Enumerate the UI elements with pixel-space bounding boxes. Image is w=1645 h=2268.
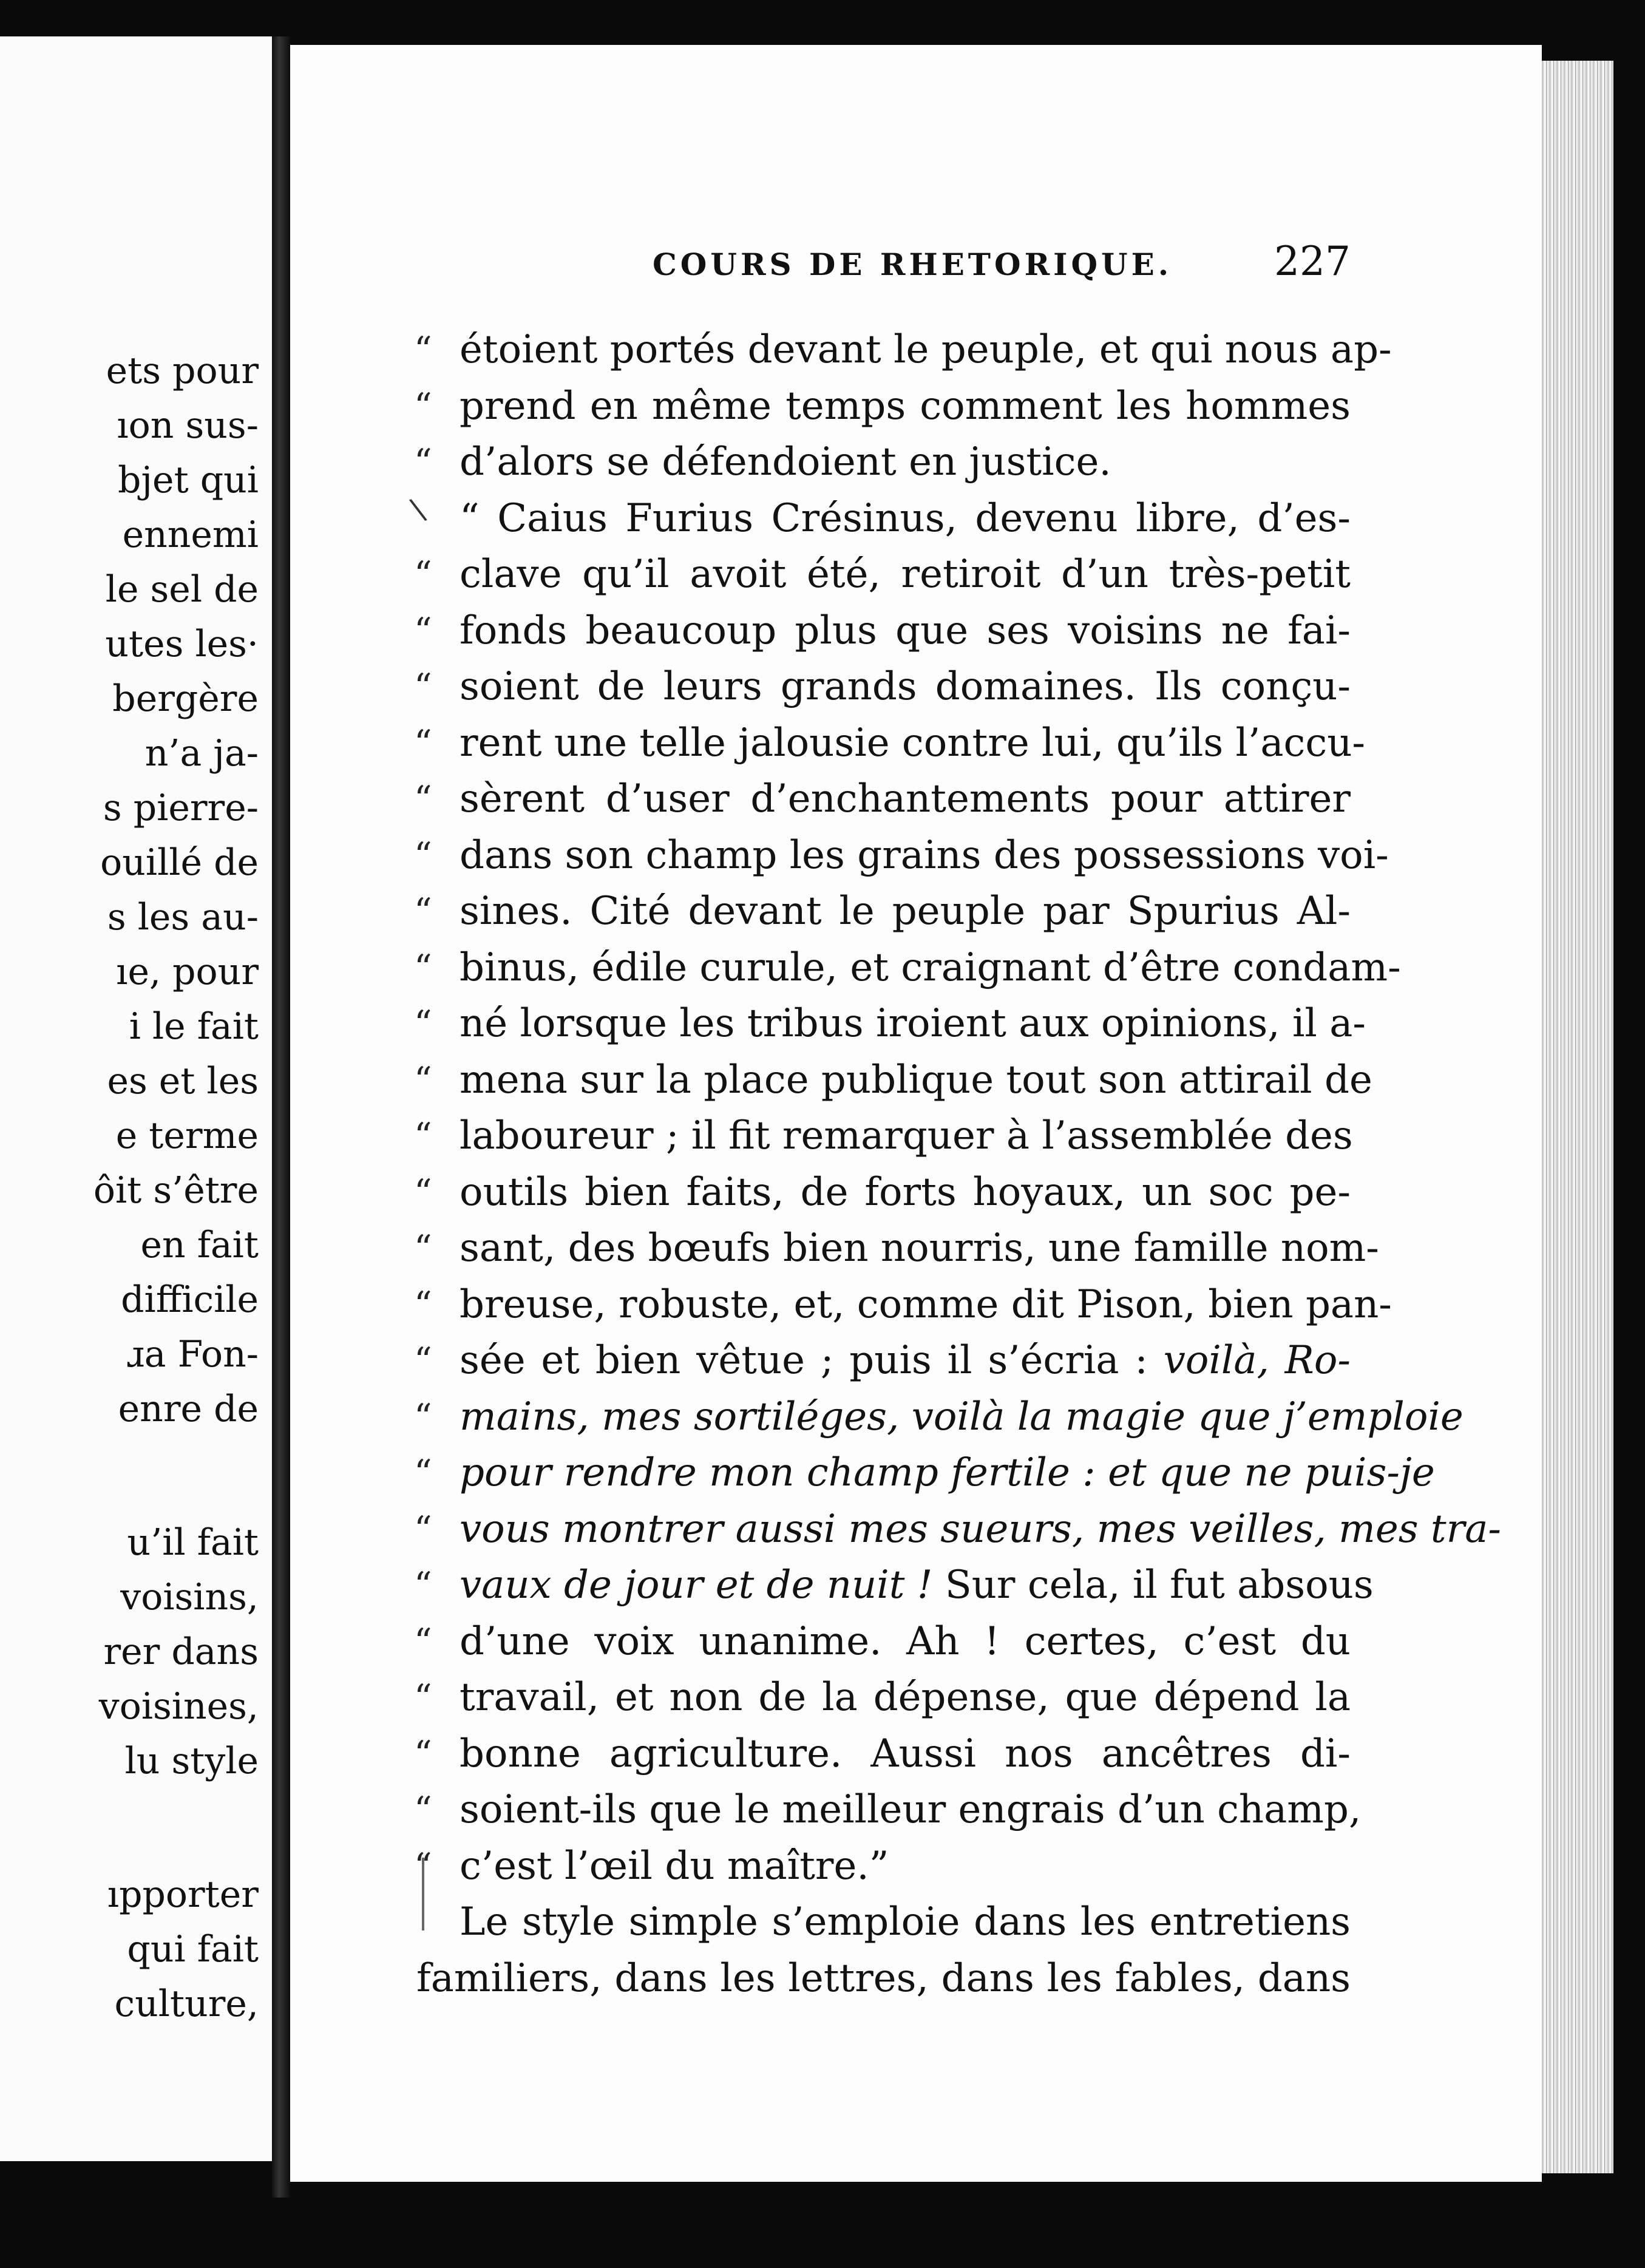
- quote-mark: “: [414, 329, 432, 370]
- left-page-fragment: utes les·: [105, 623, 259, 665]
- quote-mark: “: [414, 610, 432, 651]
- book-gutter: [272, 36, 290, 2198]
- roman-text: dans son champ les grains des possessions voi-: [460, 833, 1389, 878]
- roman-text: sant, des bœufs bien nourris, une famille nom-: [460, 1226, 1379, 1271]
- quote-mark: “: [414, 1284, 432, 1325]
- left-page-fragment: qui fait: [127, 1928, 259, 1971]
- left-page-fragment: ɹa Fon-: [126, 1333, 259, 1376]
- roman-text: travail, et non de la dépense, que dépend la: [460, 1675, 1351, 1720]
- left-page-fragment: n’a ja-: [144, 732, 259, 775]
- quote-mark: “: [414, 1452, 432, 1493]
- italic-text: pour rendre mon champ fertile : et que ne puis-je: [460, 1450, 1435, 1495]
- roman-text: sines. Cité devant le peuple par Spurius Al-: [460, 889, 1351, 934]
- left-page-fragment: le sel de: [105, 568, 259, 611]
- quote-mark: “: [414, 441, 432, 483]
- quote-mark: “: [414, 1227, 432, 1269]
- quote-mark: “: [414, 1509, 432, 1550]
- quote-mark: “: [414, 666, 432, 707]
- roman-text: laboureur ; il fit remarquer à l’assemblée des: [460, 1113, 1353, 1158]
- text-line: [460, 1108, 1351, 1164]
- roman-text: mena sur la place publique tout son attirail de: [460, 1058, 1372, 1102]
- quote-mark: “: [414, 722, 432, 764]
- quote-mark: “: [414, 947, 432, 988]
- left-page-fragment: ouillé de: [100, 841, 259, 884]
- roman-text: sée et bien vêtue ; puis il s’écria :: [460, 1338, 1164, 1383]
- text-line: [460, 603, 1351, 659]
- text-line: [460, 378, 1351, 434]
- roman-text: sèrent d’user d’enchantements pour attirer: [460, 776, 1351, 821]
- quote-mark: “: [414, 835, 432, 876]
- quote-mark: “: [414, 1340, 432, 1381]
- text-line: [460, 1894, 1351, 1950]
- text-line: [460, 1614, 1351, 1669]
- left-page-fragment: voisins,: [120, 1576, 259, 1618]
- left-page-fragment: culture,: [114, 1983, 259, 2025]
- italic-text: vous montrer aussi mes sueurs, mes veilles, mes tra-: [460, 1507, 1501, 1552]
- roman-text: d’une voix unanime. Ah ! certes, c’est du: [460, 1619, 1351, 1664]
- left-page: [0, 36, 272, 2161]
- left-page-fragment: e terme: [115, 1115, 259, 1157]
- roman-text: breuse, robuste, et, comme dit Pison, bien pan-: [460, 1282, 1392, 1327]
- text-line: [460, 1445, 1435, 1501]
- text-line: [460, 1669, 1351, 1725]
- left-page-fragment: ıe, pour: [116, 951, 259, 993]
- left-page-fragment: i le fait: [129, 1005, 259, 1048]
- quote-mark: “: [414, 554, 432, 595]
- quote-mark: “: [414, 1396, 432, 1438]
- left-page-fragment: ıpporter: [107, 1873, 259, 1916]
- left-page-fragment: ôit s’être: [93, 1169, 259, 1212]
- left-page-fragment: en fait: [140, 1224, 259, 1266]
- italic-text: mains, mes sortiléges, voilà la magie que j’emploie: [460, 1394, 1464, 1439]
- text-line: [460, 996, 1366, 1051]
- running-title: COURS DE RHETORIQUE.: [653, 246, 1173, 282]
- left-page-fragment: ıon sus-: [117, 404, 259, 447]
- roman-text: né lorsque les tribus iroient aux opinions, il a-: [460, 1001, 1366, 1046]
- quote-mark: “: [414, 1172, 432, 1213]
- text-line: [460, 771, 1351, 827]
- left-page-fragment: u’il fait: [127, 1521, 259, 1564]
- roman-text: d’alors se défendoient en justice.: [460, 440, 1111, 484]
- quote-mark: “: [414, 1845, 432, 1887]
- roman-text: étoient portés devant le peuple, et qui nous ap-: [460, 327, 1392, 372]
- text-line: [416, 1951, 1351, 2006]
- text-line: [460, 1501, 1501, 1557]
- text-line: [460, 1389, 1464, 1445]
- stray-ink-mark: \: [407, 491, 429, 528]
- text-line: [460, 659, 1351, 715]
- text-line: [460, 322, 1392, 378]
- quote-mark: “: [414, 1003, 432, 1044]
- left-page-fragment: ennemi: [122, 514, 259, 556]
- text-line: [460, 1220, 1379, 1276]
- quote-mark: “: [414, 891, 432, 932]
- text-line: [460, 1838, 1351, 1894]
- roman-text: fonds beaucoup plus que ses voisins ne fai-: [460, 608, 1351, 653]
- quote-mark: “: [414, 1059, 432, 1101]
- quote-mark: “: [414, 1733, 432, 1774]
- text-line: [460, 434, 1351, 490]
- italic-text: vaux de jour et de nuit !: [460, 1563, 933, 1608]
- text-line: [460, 1726, 1351, 1782]
- italic-text: voilà, Ro-: [1163, 1338, 1351, 1383]
- text-line: [460, 546, 1351, 602]
- text-line: [460, 1164, 1351, 1220]
- quote-mark: “: [414, 1621, 432, 1662]
- roman-text: clave qu’il avoit été, retiroit d’un très-petit: [460, 552, 1351, 597]
- left-page-fragment: enre de: [118, 1388, 259, 1430]
- page-header: [653, 238, 1351, 293]
- left-page-fragment: s les au-: [107, 896, 259, 939]
- left-page-fragment: lu style: [124, 1740, 259, 1782]
- text-line: [460, 1782, 1362, 1838]
- roman-text: soient-ils que le meilleur engrais d’un champ,: [460, 1787, 1362, 1832]
- quote-mark: “: [414, 1677, 432, 1718]
- roman-text: “ Caius Furius Crésinus, devenu libre, d’es-: [460, 496, 1351, 541]
- text-line: [460, 1557, 1374, 1613]
- quote-mark: “: [414, 1789, 432, 1830]
- quote-mark: “: [414, 1564, 432, 1606]
- left-page-fragment: voisines,: [98, 1685, 259, 1728]
- roman-text: outils bien faits, de forts hoyaux, un soc pe-: [460, 1170, 1351, 1215]
- page-number: 227: [1274, 238, 1351, 285]
- roman-text: rent une telle jalousie contre lui, qu’ils l’accu-: [460, 721, 1366, 766]
- roman-text: c’est l’œil du maître.”: [460, 1844, 889, 1889]
- left-page-fragment: bjet qui: [118, 459, 259, 501]
- roman-text: Le style simple s’emploie dans les entretiens: [460, 1900, 1351, 1944]
- quote-mark: “: [414, 385, 432, 427]
- text-line: [460, 1333, 1351, 1388]
- roman-text: Sur cela, il fut absous: [932, 1563, 1374, 1608]
- roman-text: bonne agriculture. Aussi nos ancêtres di-: [460, 1731, 1351, 1776]
- text-line: [460, 827, 1389, 883]
- text-line: [460, 1052, 1372, 1108]
- left-page-fragment: ets pour: [106, 350, 259, 392]
- text-line: [460, 883, 1351, 939]
- left-page-fragment: rer dans: [103, 1631, 259, 1673]
- text-line: [460, 715, 1366, 771]
- quote-mark: “: [414, 1115, 432, 1156]
- left-page-fragment: bergère: [112, 677, 259, 720]
- left-page-fragment: es et les: [107, 1060, 259, 1102]
- roman-text: soient de leurs grands domaines. Ils conçu-: [460, 664, 1351, 709]
- quote-mark: “: [414, 778, 432, 820]
- text-line: [460, 1277, 1392, 1333]
- text-line: [460, 940, 1401, 996]
- roman-text: prend en même temps comment les hommes: [460, 384, 1351, 429]
- roman-text: binus, édile curule, et craignant d’être condam-: [460, 945, 1401, 990]
- roman-text: familiers, dans les lettres, dans les fables, dans: [416, 1956, 1351, 2001]
- left-page-fragment: difficile: [121, 1278, 259, 1321]
- page-edges: [1542, 61, 1613, 2173]
- text-line: [460, 491, 1351, 546]
- left-page-fragment: s pierre-: [103, 787, 259, 829]
